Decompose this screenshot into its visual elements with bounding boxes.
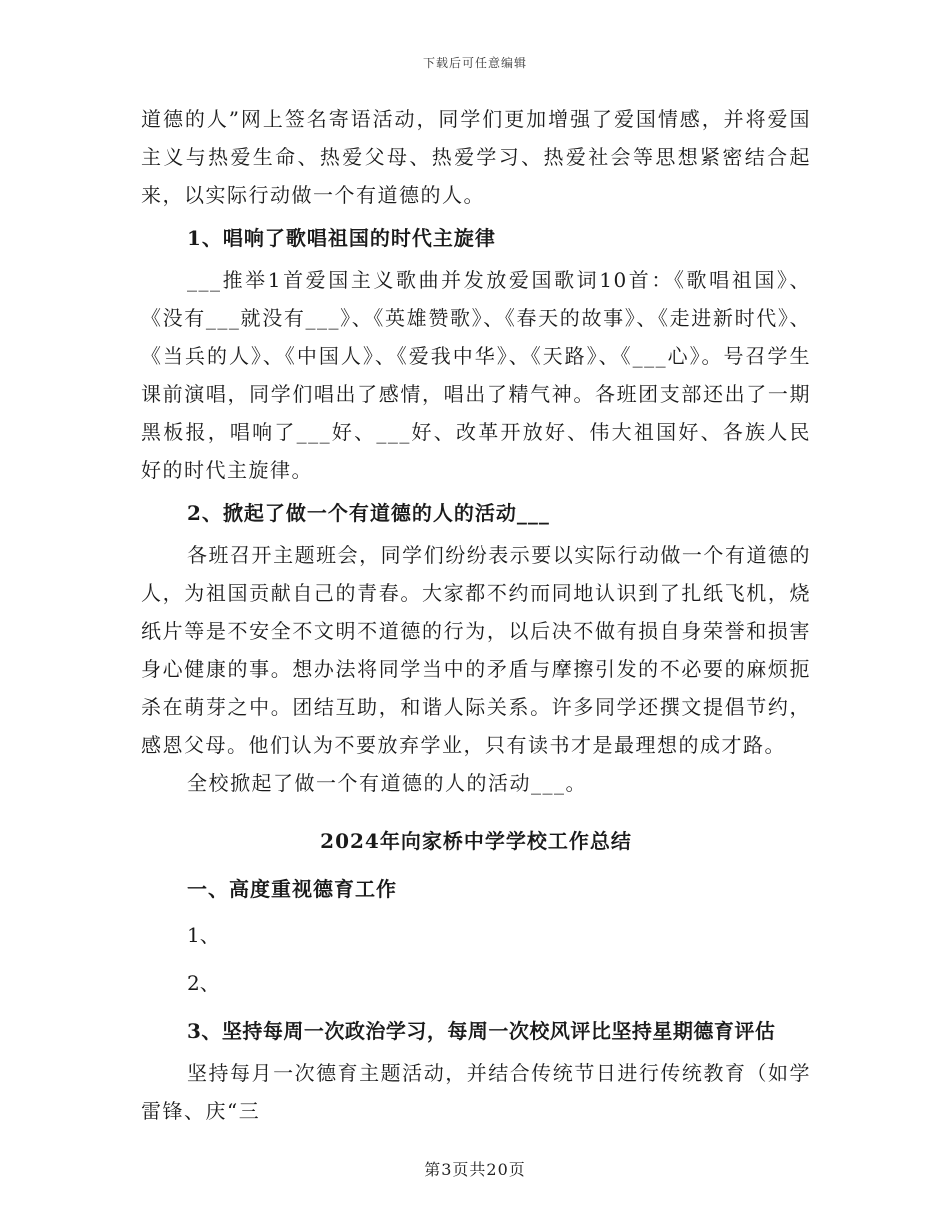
list-item-3: 3、坚持每周一次政治学习，每周一次校风评比坚持星期德育评估 xyxy=(187,1019,776,1043)
paragraph-school-activity: 全校掀起了做一个有道德的人的活动___。 xyxy=(187,771,587,795)
page-number: 第3页共20页 xyxy=(424,1160,526,1179)
section-heading-moral-education: 一、高度重视德育工作 xyxy=(187,877,397,901)
paragraph-class-meeting: 各班召开主题班会，同学们纷纷表示要以实际行动做一个有道德的人，为祖国贡献自己的青春。大家都不约而同地认识到了扎纸飞机，烧纸片等是不安全不文明不道德的行为，以后决不做有损自身荣誉和损害身心健康的事。想办法将同学当中的矛盾与摩擦引发的不必要的麻烦扼杀在萌芽之中。团结互助，和谐人际关系。许多同学还撰文提倡节约，感恩父母。他们认为不要放弃学业，只有读书才是最理想的成才路。 xyxy=(141,543,811,757)
paragraph-songs: ___推举1首爱国主义歌曲并发放爱国歌词10首：《歌唱祖国》、《没有___就没有___》、《英雄赞歌》、《春天的故事》、《走进新时代》、《当兵的人》、《中国人》、《爱我中华》、《天路》、《___心》。号召学生课前演唱，同学们唱出了感情，唱出了精气神。各班团支部还出了一期黑板报，唱响了___好、___好、改革开放好、伟大祖国好、各族人民好的时代主旋律。 xyxy=(141,268,811,482)
heading-song: 1、唱响了歌唱祖国的时代主旋律 xyxy=(187,226,496,250)
list-item-2: 2、 xyxy=(187,971,220,995)
document-title: 2024年向家桥中学学校工作总结 xyxy=(320,829,632,853)
page-header: 下载后可任意编辑 xyxy=(422,56,527,70)
paragraph-intro: 道德的人”网上签名寄语活动，同学们更加增强了爱国情感，并将爱国主义与热爱生命、热爱父母、热爱学习、热爱社会等思想紧密结合起来，以实际行动做一个有道德的人。 xyxy=(141,107,811,207)
heading-moral-activity: 2、掀起了做一个有道德的人的活动___ xyxy=(187,501,550,525)
paragraph-monthly-activity: 坚持每月一次德育主题活动，并结合传统节日进行传统教育（如学雷锋、庆“三 xyxy=(141,1061,811,1123)
list-item-1: 1、 xyxy=(187,923,220,947)
document-body xyxy=(141,100,811,1130)
